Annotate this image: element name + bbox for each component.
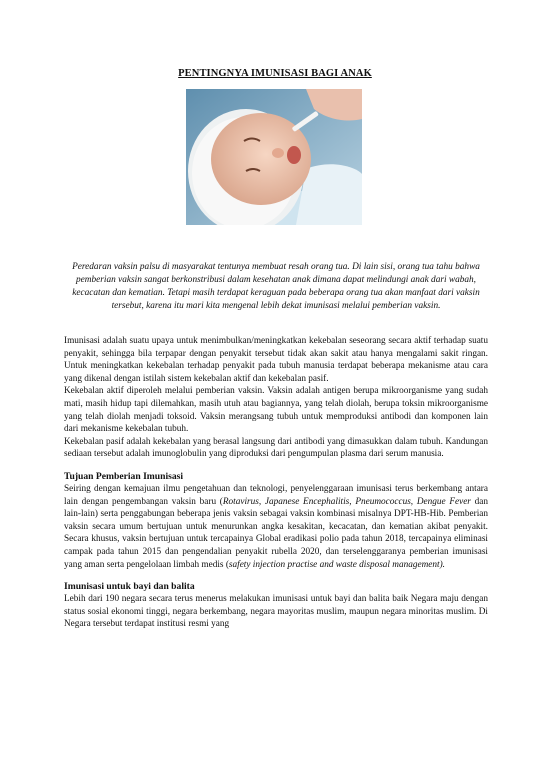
baby-photo-illustration bbox=[186, 89, 362, 225]
paragraph-definition: Imunisasi adalah suatu upaya untuk menimbulkan/meningkatkan kekebalan seseorang secara aktif terhadap suatu penyakit, sehingga bila terpapar dengan penyakit tersebut tidak akan sakit atau hanya mengalami sakit ringan. Untuk meningkatkan kekebalan terhadap penyakit pada tubuh manusia terdapat beberapa mekanisme atau cara yang dikenal dengan istilah sistem kekebalan aktif dan kekebalan pasif. bbox=[64, 336, 488, 384]
purpose-vaccine-list: Rotavirus, Japanese Encephalitis, Pneumococcus, Dengue Fever bbox=[222, 496, 471, 507]
section-heading-purpose: Tujuan Pemberian Imunisasi bbox=[64, 470, 184, 482]
lead-paragraph: Peredaran vaksin palsu di masyarakat tentunya membuat resah orang tua. Di lain sisi, orang tua tahu bahwa pemberian vaksin sangat berkonstribusi dalam kesehatan anak dimana dapat melindungi anak dari wabah, kecacatan dan kematian. Tetapi masih terdapat keraguan pada beberapa orang tua akan manfaat dari vaksin tersebut, karena itu mari kita mengenal lebih dekat imunisasi melalui pemberian vaksin. bbox=[72, 262, 480, 311]
purpose-safety-term: safety injection practise and waste disposal management). bbox=[228, 559, 445, 570]
baby-vaccination-photo bbox=[186, 89, 362, 225]
purpose-text-2: dan lain-lain) serta penggabungan beberapa jenis vaksin sebagai vaksin kombinasi misalnya DPT-HB-Hib. Pemberian vaksin secara umum bertujuan untuk menurunkan angka kesakitan, kecacatan, dan kematian akibat penyakit. Secara khusus, vaksin bertujuan untuk tercapainya Global eradikasi polio pada tahun 2018, tercapainya eliminasi campak pada tahun 2015 dan pengendalian penyakit rubella 2020, dan terselenggaranya pemberian imunisasi yang aman serta pengelolaan limbah medis ( bbox=[64, 496, 488, 570]
paragraph-infants: Lebih dari 190 negara secara terus menerus melakukan imunisasi untuk bayi dan balita baik Negara maju dengan status sosial ekonomi tinggi, negara berkembang, negara mayoritas muslim, maupun negara minoritas muslim. Di Negara tersebut terdapat institusi resmi yang bbox=[64, 594, 488, 630]
document-title: PENTINGNYA IMUNISASI BAGI ANAK bbox=[178, 68, 372, 79]
paragraph-passive-immunity: Kekebalan pasif adalah kekebalan yang berasal langsung dari antibodi yang dimasukkan dalam tubuh. Kandungan sediaan tersebut adalah imunoglobulin yang diproduksi dari pengumpulan plasma dari serum manusia. bbox=[64, 436, 488, 460]
section-heading-infants: Imunisasi untuk bayi dan balita bbox=[64, 581, 195, 593]
purpose-text-1: Seiring dengan kemajuan ilmu pengetahuan dan teknologi, penyelenggaraan imunisasi terus berkembang antara lain dengan pengembangan vaksin baru ( bbox=[64, 483, 488, 507]
paragraph-purpose bbox=[64, 483, 488, 571]
article-body bbox=[64, 335, 488, 631]
paragraph-active-immunity: Kekebalan aktif diperoleh melalui pemberian vaksin. Vaksin adalah antigen berupa mikroorganisme yang sudah mati, masih hidup tapi dilemahkan, masih utuh atau bagiannya, yang telah diolah, berupa toksin mikroorganisme yang telah diolah menjadi toksoid. Vaksin merangsang tubuh untuk memproduksi antibodi dan komponen lain dari mekanisme kekebalan tubuh. bbox=[64, 386, 488, 435]
